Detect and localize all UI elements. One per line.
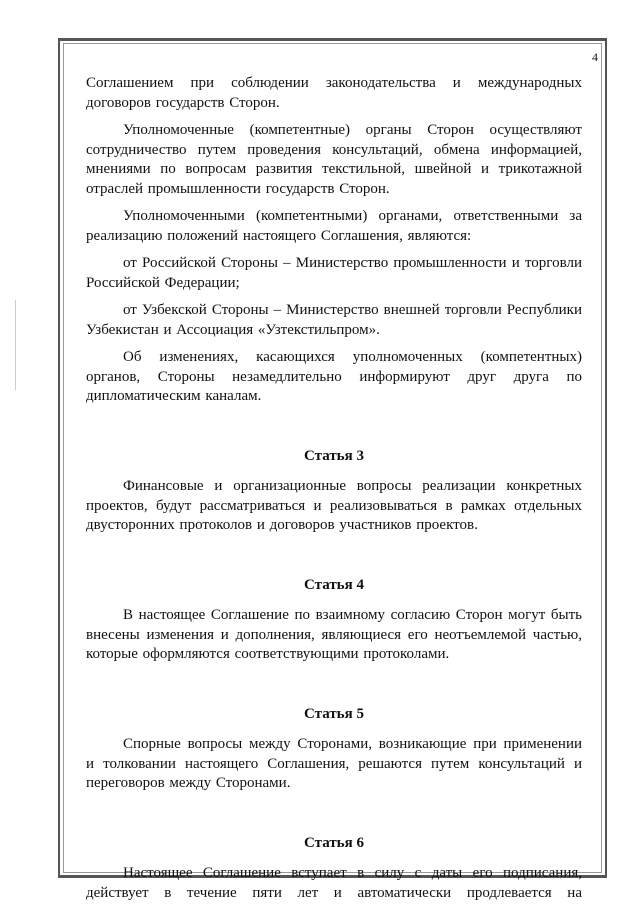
- article-4-text: В настоящее Соглашение по взаимному согласию Сторон могут быть внесены изменения и дополнения, являющиеся его неотъемлемой частью, которые оформляются соответствующими протоколами.: [86, 607, 582, 662]
- paragraph-authorities: Уполномоченными (компетентными) органами, ответственными за реализацию положений настоящего Соглашения, являются:: [86, 208, 582, 244]
- paragraph-russian-side: от Российской Стороны – Министерство промышленности и торговли Российской Федерации;: [86, 255, 582, 291]
- article-3-text: Финансовые и организационные вопросы реализации конкретных проектов, будут рассматриваться и реализовываться в рамках отдельных двусторонних протоколов и договоров участников проектов.: [86, 478, 582, 533]
- scan-margin-mark: [15, 300, 16, 390]
- paragraph-uzbek-side: от Узбекской Стороны – Министерство внешней торговли Республики Узбекистан и Ассоциация «Узтекстильпром».: [86, 302, 582, 338]
- article-5-text: Спорные вопросы между Сторонами, возникающие при применении и толковании настоящего Соглашения, решаются путем консультаций и переговоров между Сторонами.: [86, 736, 582, 791]
- paragraph-cooperation: Уполномоченные (компетентные) органы Сторон осуществляют сотрудничество путем проведения консультаций, обмена информацией, мнениями по вопросам развития текстильной, швейной и трикотажной отраслей промышленности государств Сторон.: [86, 122, 582, 197]
- article-3-title: Статья 3: [304, 447, 364, 464]
- article-6-text: Настоящее Соглашение вступает в силу с даты его подписания, действует в течение пяти лет и автоматически продлевается на: [86, 865, 582, 901]
- article-6-title: Статья 6: [304, 834, 364, 851]
- article-4-title: Статья 4: [304, 576, 364, 593]
- paragraph-changes-notice: Об изменениях, касающихся уполномоченных (компетентных) органов, Стороны незамедлительно информируют друг друга по дипломатическим каналам.: [86, 349, 582, 404]
- page-number: 4: [592, 50, 598, 64]
- document-body: [86, 74, 582, 911]
- paragraph-continuation: Соглашением при соблюдении законодательства и международных договоров государств Сторон.: [86, 75, 582, 111]
- article-5-title: Статья 5: [304, 705, 364, 722]
